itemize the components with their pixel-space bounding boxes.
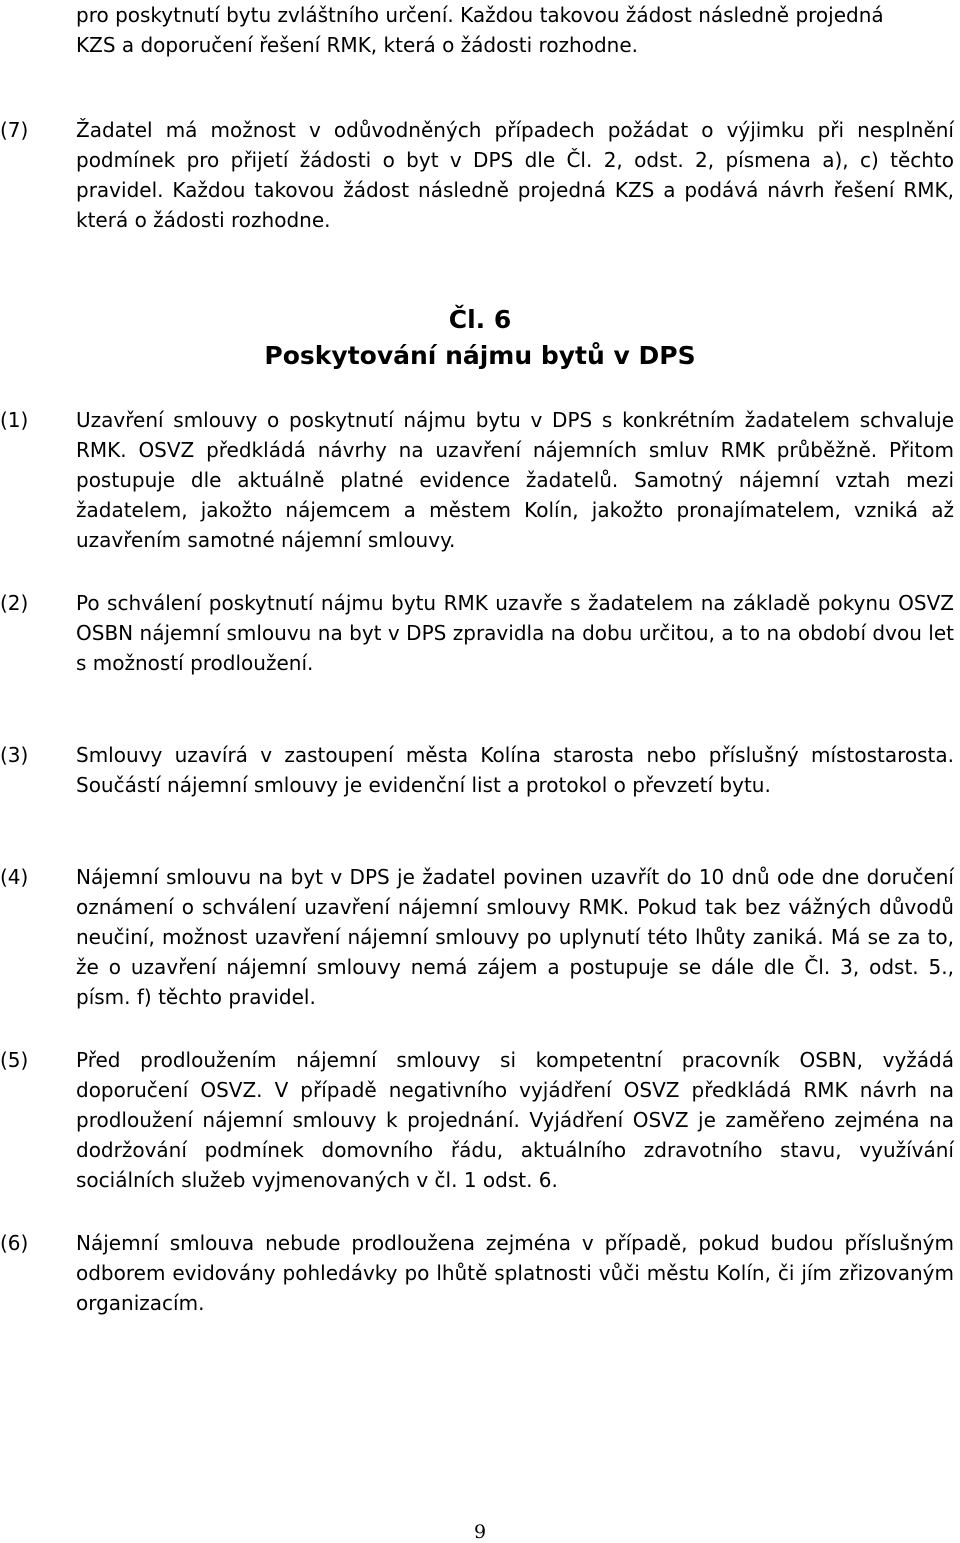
paragraph-3 bbox=[0, 740, 956, 800]
paragraph-text: Žadatel má možnost v odůvodněných případech požádat o výjimku při nesplnění podmínek pro přijetí žádosti o byt v DPS dle Čl. 2, odst. 2, písmena a), c) těchto pravidel. Každou takovou žádost následně projedná KZS a podává návrh řešení RMK, která o žádosti rozhodne. bbox=[76, 118, 954, 232]
paragraph-text: Nájemní smlouvu na byt v DPS je žadatel povinen uzavřít do 10 dnů ode dne doručení oznámení o schválení uzavření nájemní smlouvy RMK. Pokud tak bez vážných důvodů neučiní, možnost uzavření nájemní smlouvy po uplynutí této lhůty zaniká. Má se za to, že o uzavření nájemní smlouvy nemá zájem a postupuje se dále dle Čl. 3, odst. 5., písm. f) těchto pravidel. bbox=[76, 865, 954, 1009]
paragraph-5 bbox=[0, 1045, 956, 1195]
paragraph-number: (6) bbox=[0, 1231, 29, 1255]
continued-line-1: pro poskytnutí bytu zvláštního určení. Každou takovou žádost následně projedná bbox=[76, 3, 884, 27]
paragraph-number: (2) bbox=[0, 591, 29, 615]
paragraph-number: (5) bbox=[0, 1048, 29, 1072]
continued-line-2: KZS a doporučení řešení RMK, která o žádosti rozhodne. bbox=[76, 33, 639, 57]
page-number: 9 bbox=[473, 1521, 487, 1543]
continued-paragraph bbox=[76, 0, 954, 60]
paragraph-text: Uzavření smlouvy o poskytnutí nájmu bytu v DPS s konkrétním žadatelem schvaluje RMK. OSVZ předkládá návrhy na uzavření nájemních smluv RMK průběžně. Přitom postupuje dle aktuálně platné evidence žadatelů. Samotný nájemní vztah mezi žadatelem, jakožto nájemcem a městem Kolín, jakožto pronajímatelem, vzniká až uzavřením samotné nájemní smlouvy. bbox=[76, 408, 954, 552]
paragraph-2 bbox=[0, 588, 956, 678]
paragraph-number: (1) bbox=[0, 408, 29, 432]
paragraph-number: (4) bbox=[0, 865, 29, 889]
paragraph-number: (3) bbox=[0, 743, 29, 767]
paragraph-6 bbox=[0, 1228, 956, 1318]
paragraph-text: Po schválení poskytnutí nájmu bytu RMK uzavře s žadatelem na základě pokynu OSVZ OSBN nájemní smlouvu na byt v DPS zpravidla na dobu určitou, a to na období dvou let s možností prodloužení. bbox=[76, 591, 954, 675]
paragraph-text: Před prodloužením nájemní smlouvy si kompetentní pracovník OSBN, vyžádá doporučení OSVZ. V případě negativního vyjádření OSVZ předkládá RMK návrh na prodloužení nájemní smlouvy k projednání. Vyjádření OSVZ je zaměřeno zejména na dodržování podmínek domovního řádu, aktuálního zdravotního stavu, využívání sociálních služeb vyjmenovaných v čl. 1 odst. 6. bbox=[76, 1048, 954, 1192]
paragraph-text: Nájemní smlouva nebude prodloužena zejména v případě, pokud budou příslušným odborem evidovány pohledávky po lhůtě splatnosti vůči městu Kolín, či jím zřizovaným organizacím. bbox=[76, 1231, 954, 1315]
article-title: Poskytování nájmu bytů v DPS bbox=[264, 341, 696, 370]
paragraph-7 bbox=[0, 115, 956, 235]
paragraph-number: (7) bbox=[0, 118, 29, 142]
paragraph-4 bbox=[0, 862, 956, 1012]
paragraph-1 bbox=[0, 405, 956, 555]
paragraph-text: Smlouvy uzavírá v zastoupení města Kolína starosta nebo příslušný místostarosta. Součástí nájemní smlouvy je evidenční list a protokol o převzetí bytu. bbox=[76, 743, 954, 797]
article-number: Čl. 6 bbox=[448, 305, 512, 334]
